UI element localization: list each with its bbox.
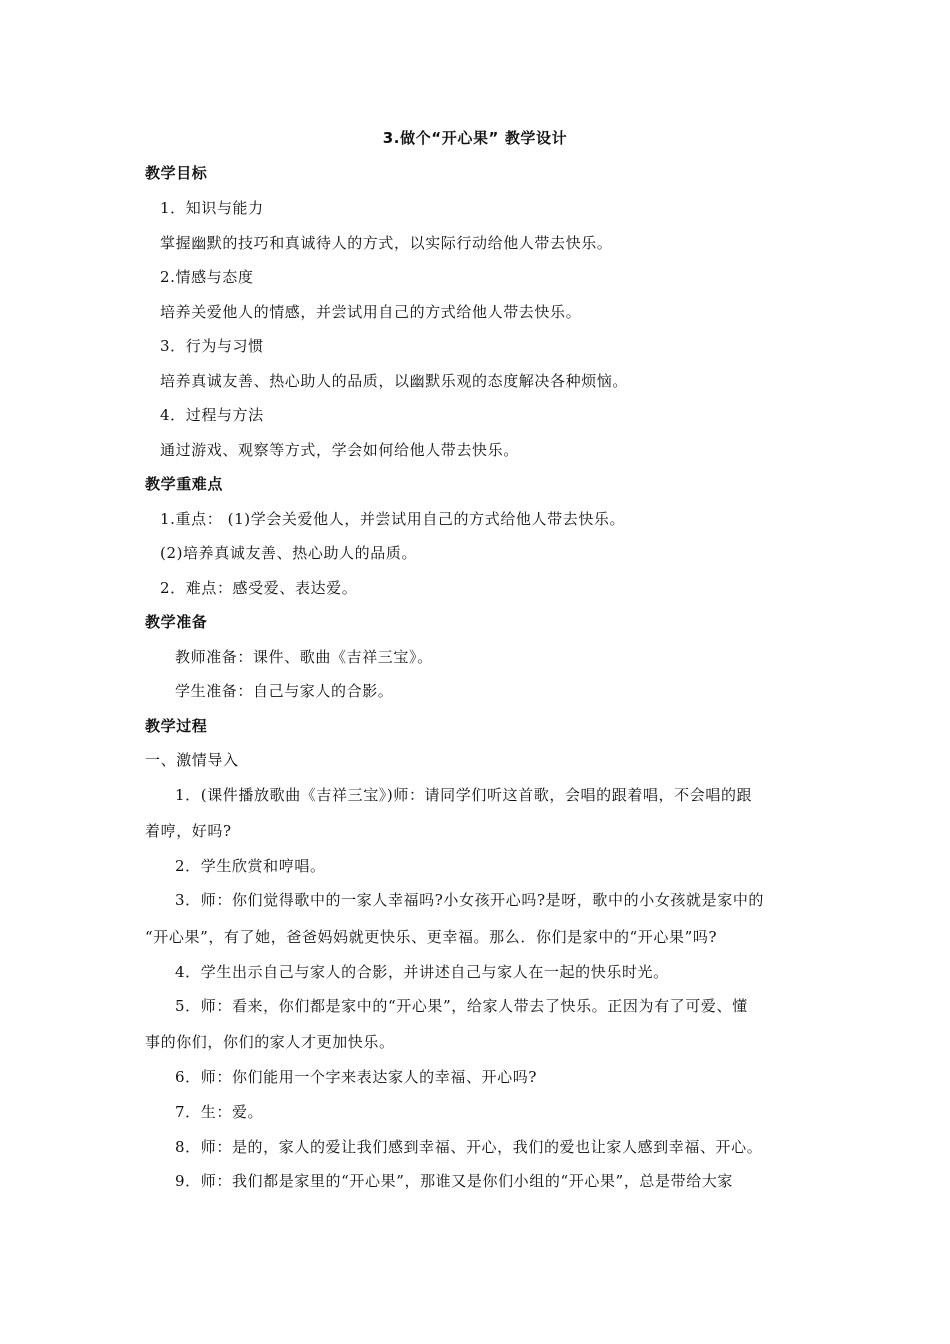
process-p5-line-1: 5．师：看来，你们都是家中的“开心果”，给家人带去了快乐。正因为有了可爱、懂 [175,997,748,1015]
process-p1-line-1: 1．(课件播放歌曲《吉祥三宝》)师：请同学们听这首歌，会唱的跟着唱，不会唱的跟 [175,786,753,804]
objective-2-text: 培养关爱他人的情感，并尝试用自己的方式给他人带去快乐。 [160,303,582,321]
process-p4: 4．学生出示自己与家人的合影，并讲述自己与家人在一起的快乐时光。 [175,963,669,981]
keypoint-line-3: 2．难点：感受爱、表达爱。 [160,579,358,597]
process-p1-line-2: 着哼，好吗? [145,822,232,840]
objective-2-label: 2.情感与态度 [160,268,254,286]
keypoint-line-2: (2)培养真诚友善、热心助人的品质。 [160,544,418,562]
heading-objectives: 教学目标 [145,164,208,182]
heading-process: 教学过程 [145,717,208,735]
process-p9-line-1: 9．师：我们都是家里的“开心果”，那谁又是你们小组的“开心果”，总是带给大家 [175,1172,734,1190]
preparation-student: 学生准备：自己与家人的合影。 [175,682,394,700]
objective-4-text: 通过游戏、观察等方式，学会如何给他人带去快乐。 [160,441,519,459]
objective-1-text: 掌握幽默的技巧和真诚待人的方式，以实际行动给他人带去快乐。 [160,234,613,252]
process-p2: 2．学生欣赏和哼唱。 [175,857,326,875]
keypoint-line-1: 1.重点： (1)学会关爱他人，并尝试用自己的方式给他人带去快乐。 [160,510,626,528]
preparation-teacher: 教师准备：课件、歌曲《吉祥三宝》。 [175,648,433,666]
process-p7: 7．生：爱。 [175,1103,264,1121]
process-p3-line-1: 3．师：你们觉得歌中的一家人幸福吗?小女孩开心吗?是呀，歌中的小女孩就是家中的 [175,891,765,909]
objective-1-label: 1．知识与能力 [160,199,264,217]
process-p6: 6．师：你们能用一个字来表达家人的幸福、开心吗? [175,1068,537,1086]
objective-4-label: 4．过程与方法 [160,406,264,424]
process-p8: 8．师：是的，家人的爱让我们感到幸福、开心，我们的爱也让家人感到幸福、开心。 [175,1138,763,1156]
process-p3-line-2: “开心果”，有了她，爸爸妈妈就更快乐、更幸福。那么．你们是家中的“开心果”吗? [145,928,718,946]
heading-preparation: 教学准备 [145,613,208,631]
process-part-1: 一、激情导入 [145,751,239,769]
heading-keypoints: 教学重难点 [145,475,224,493]
process-p5-line-2: 事的你们，你们的家人才更加快乐。 [145,1033,395,1051]
objective-3-text: 培养真诚友善、热心助人的品质，以幽默乐观的态度解决各种烦恼。 [160,372,629,390]
objective-3-label: 3．行为与习惯 [160,337,264,355]
document-title: 3.做个“开心果” 教学设计 [382,129,568,147]
